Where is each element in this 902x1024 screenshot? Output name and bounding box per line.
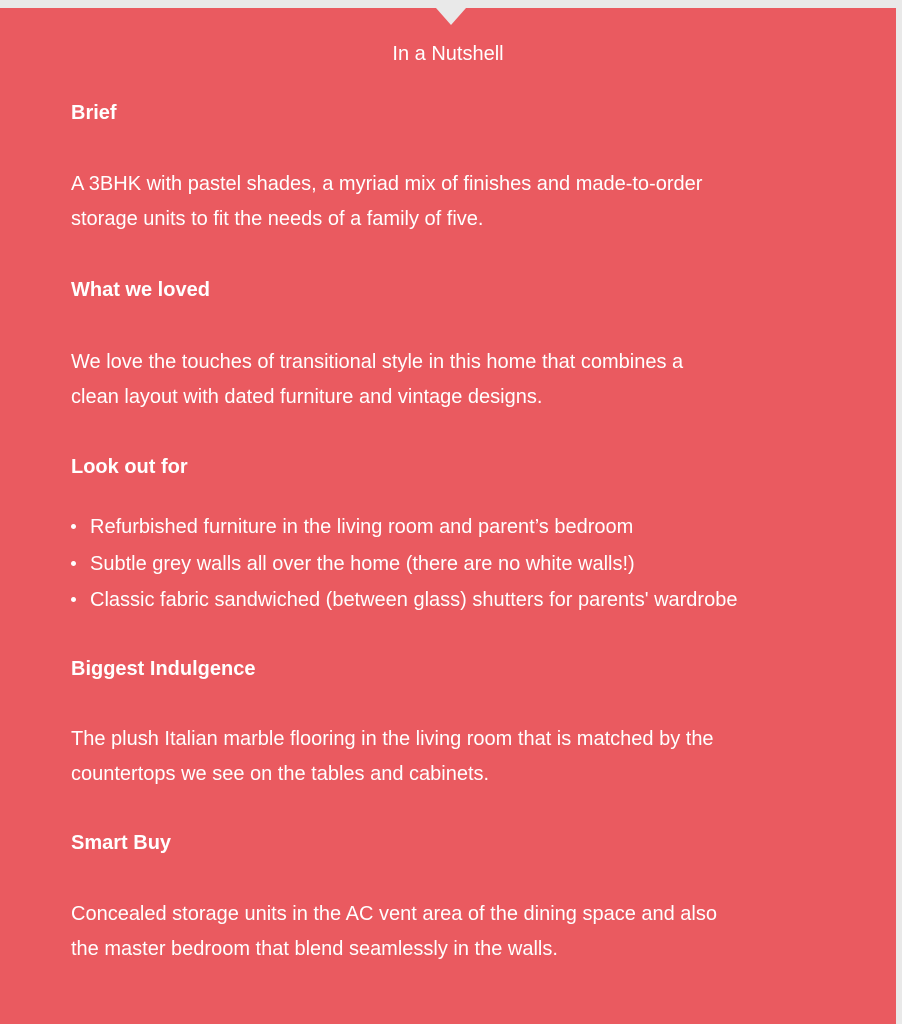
list-item — [71, 546, 871, 583]
smart-buy-text — [71, 897, 871, 967]
list-item — [71, 582, 871, 619]
list-item-text: Classic fabric sandwiched (between glass) shutters for parents' wardrobe — [90, 589, 738, 611]
section-heading-smart-buy: Smart Buy — [71, 831, 172, 854]
section-brief — [71, 100, 871, 237]
section-heading-biggest-indulgence: Biggest Indulgence — [71, 657, 256, 680]
biggest-indulgence-text — [71, 722, 871, 792]
bullet-dot-icon — [71, 524, 76, 529]
what-we-loved-line-1: We love the touches of transitional style in this home that combines a — [71, 351, 684, 373]
brief-text — [71, 167, 871, 237]
nutshell-card — [0, 8, 896, 1024]
card-content — [71, 100, 871, 967]
smart-buy-line-1: Concealed storage units in the AC vent area of the dining space and also — [71, 902, 717, 925]
look-out-for-list — [71, 509, 871, 619]
section-heading-what-we-loved: What we loved — [71, 279, 210, 301]
card-title: In a Nutshell — [392, 43, 504, 65]
section-look-out-for — [71, 454, 871, 619]
biggest-indulgence-line-2: countertops we see on the tables and cabinets. — [71, 762, 490, 785]
section-smart-buy — [71, 830, 871, 967]
biggest-indulgence-line-1: The plush Italian marble flooring in the living room that is matched by the — [71, 727, 714, 750]
list-item — [71, 509, 871, 546]
smart-buy-line-2: the master bedroom that blend seamlessly in the walls. — [71, 937, 558, 960]
list-item-text: Subtle grey walls all over the home (there are no white walls!) — [90, 552, 635, 575]
section-biggest-indulgence — [71, 656, 871, 792]
brief-line-2: storage units to fit the needs of a family of five. — [71, 208, 484, 230]
what-we-loved-line-2: clean layout with dated furniture and vintage designs. — [71, 386, 543, 408]
brief-line-1: A 3BHK with pastel shades, a myriad mix of finishes and made-to-order — [71, 173, 703, 195]
bullet-dot-icon — [71, 561, 76, 566]
list-item-text: Refurbished furniture in the living room and parent’s bedroom — [90, 516, 634, 538]
pointer-notch — [436, 8, 466, 25]
section-heading-look-out-for: Look out for — [71, 456, 188, 478]
what-we-loved-text — [71, 345, 871, 415]
section-what-we-loved — [71, 277, 871, 415]
section-heading-brief: Brief — [71, 102, 117, 124]
bullet-dot-icon — [71, 597, 76, 602]
